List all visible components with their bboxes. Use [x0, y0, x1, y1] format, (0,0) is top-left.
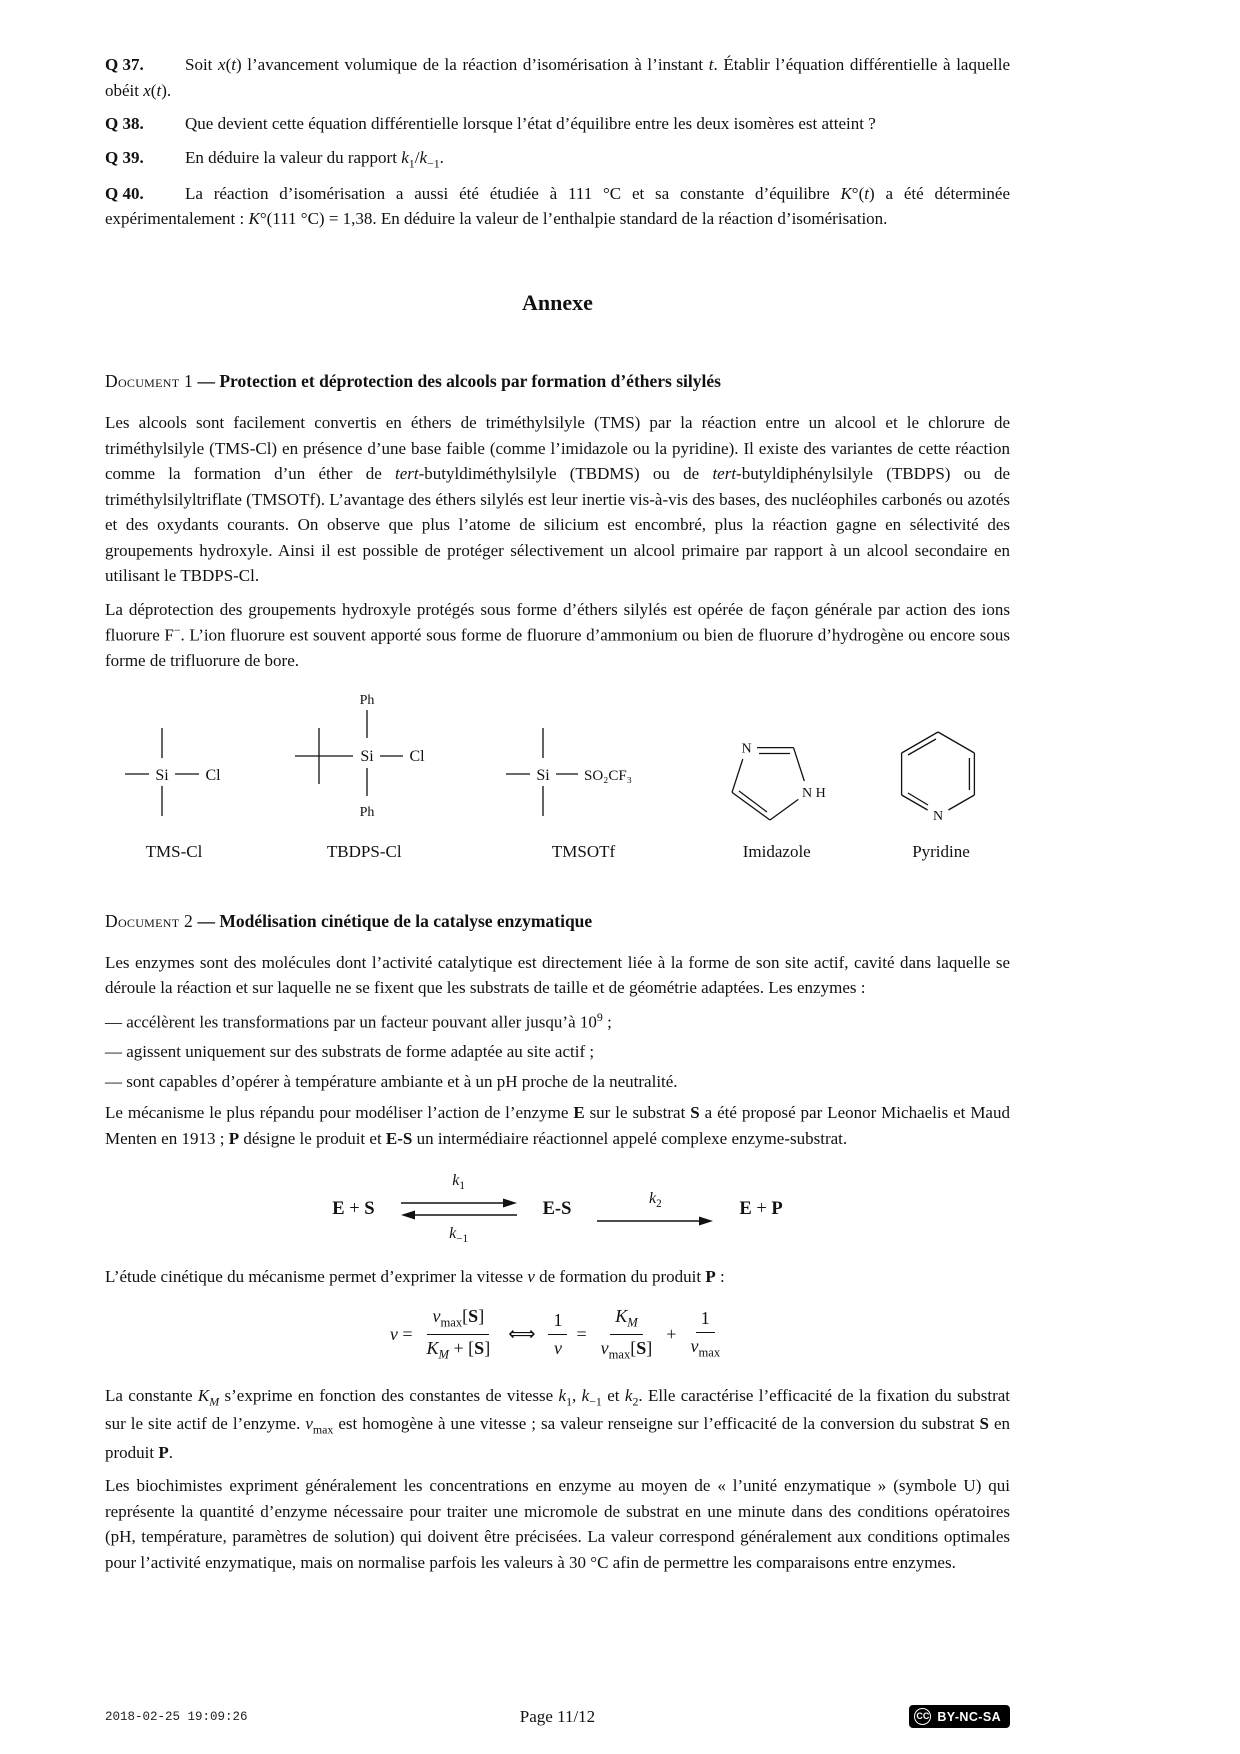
triflate-group-label: SO₂CF₃: [583, 767, 632, 784]
question-label: Q 38.: [105, 114, 144, 133]
question-text: Que devient cette équation différentielle lorsque l’état d’équilibre entre les deux isomères est atteint ?: [185, 114, 876, 133]
mechanism-paragraph: Le mécanisme le plus répandu pour modéliser l’action de l’enzyme E sur le substrat S a été proposé par Leonor Michaelis et Maud Menten en 1913 ; P désigne le produit et E-S un intermédiaire réactionnel appelé complexe enzyme-substrat.: [105, 1103, 1010, 1148]
chemical-structures-row: [119, 690, 996, 862]
fraction: $\frac{v_{max}[S]}{K_M + [S]}$: [426, 1306, 491, 1362]
heading-dash: —: [197, 370, 215, 391]
pyridine-structure-drawing: [886, 720, 996, 826]
document-1-label: Document 1: [105, 370, 194, 391]
heading-dash: —: [197, 910, 215, 931]
cc-icon: CC: [914, 1708, 931, 1725]
species-e-plus-p: E + P: [739, 1198, 783, 1219]
fraction: $\frac{1}{v}$: [548, 1309, 567, 1359]
question-label: Q 37.: [105, 55, 144, 74]
enzyme-property-item: — sont capables d’opérer à température ambiante et à un pH proche de la neutralité.: [105, 1071, 678, 1091]
si-atom-label: Si: [360, 747, 374, 765]
document-1-section: [105, 368, 1010, 862]
document-2-heading: [105, 908, 1010, 934]
license-badge: [909, 1705, 1010, 1728]
equals-sign: =: [576, 1323, 587, 1344]
structure-label: Imidazole: [742, 841, 811, 861]
tmsotf-structure-drawing: [500, 722, 668, 826]
ph-bottom-label: Ph: [359, 804, 375, 820]
reaction-scheme: [105, 1173, 1010, 1246]
k1-rate-label: $k_1$: [452, 1172, 465, 1193]
cl-atom-label: Cl: [409, 747, 425, 765]
iff-arrow-icon: ⟺: [508, 1323, 536, 1346]
enzyme-property-item: — agissent uniquement sur des substrats de forme adaptée au site actif ;: [105, 1042, 595, 1062]
k2-rate-label: $k_2$: [649, 1190, 662, 1211]
doc1-paragraph-deprotection: La déprotection des groupements hydroxyle protégés sous forme d’éthers silylés est opérée de façon générale par action des ions fluorure F−. L’ion fluorure est souvent apporté sous forme de fluorure d’ammonium ou bien de fluorure d’hydrogène ou encore sous forme de trifluorure de bore.: [105, 599, 1010, 671]
km-constant-paragraph: La constante $K_M$ s’exprime en fonction des constantes de vitesse $k_1$, $k_{-1}$ et $k_2$. Elle caractérise l’efficacité de la fixation du substrat sur le site actif de l’enzyme. $v_{max}$ est homogène à une vitesse ; sa valeur renseigne sur l’efficacité de la conversion du substrat S en produit P.: [105, 1386, 1011, 1462]
structure-label: TBDPS-Cl: [326, 841, 402, 861]
tbdps-cl-structure: [279, 690, 449, 862]
structure-label: TMSOTf: [551, 841, 616, 861]
enzyme-property-item: — accélèrent les transformations par un facteur pouvant aller jusqu’à $10^9$ ;: [105, 1009, 612, 1032]
rate-intro-paragraph: L’étude cinétique du mécanisme permet d’exprimer la vitesse v de formation du produit P :: [105, 1266, 725, 1286]
si-atom-label: Si: [155, 766, 169, 784]
document-2-label: Document 2: [105, 910, 194, 931]
imidazole-structure: [718, 726, 836, 862]
species-es-complex: E-S: [542, 1198, 572, 1219]
question-text: Soit x(t) l’avancement volumique de la réaction d’isomérisation à l’instant t. Établir l’équation différentielle à laquelle obéit x(t).: [105, 55, 1010, 100]
arrow-right-icon: [595, 1214, 715, 1228]
structure-label: Pyridine: [912, 841, 970, 861]
k-minus-1-rate-label: $k_{-1}$: [449, 1225, 469, 1246]
imidazole-n-label: N: [741, 741, 752, 757]
question-text: En déduire la valeur du rapport $k_1/k_{-1}$.: [185, 147, 444, 170]
fraction: $\frac{1}{v_{max}}$: [690, 1308, 721, 1360]
fraction: $\frac{K_M}{v_{max}[S]}$: [600, 1306, 653, 1362]
enzyme-unit-paragraph: Les biochimistes expriment généralement les concentrations en enzyme au moyen de « l’unité enzymatique » (symbole U) qui représente la quantité d’enzyme nécessaire pour traiter une micromole de substrat en une minute dans des conditions opératoires (pH, température, paramètres de solution) qui doivent être précisées. La valeur correspond généralement aux conditions optimales pour l’activité enzymatique, mais on normalise parfois les valeurs à 30 °C afin de permettre les comparaisons entre enzymes.: [105, 1476, 1010, 1572]
forward-arrow: [595, 1191, 715, 1227]
tbdps-cl-structure-drawing: [279, 690, 449, 826]
annexe-title: Annexe: [522, 289, 593, 315]
formula-lhs: v =: [389, 1323, 413, 1344]
document-2-title: Modélisation cinétique de la catalyse enzymatique: [219, 910, 593, 931]
pyridine-structure: [886, 720, 996, 862]
michaelis-menten-formula: [105, 1305, 1010, 1363]
structure-label: TMS-Cl: [145, 841, 203, 861]
footer-page-label: Page 11/12: [519, 1706, 596, 1726]
imidazole-structure-drawing: [718, 726, 836, 826]
equilibrium-arrows-icon: [399, 1195, 519, 1223]
footer-timestamp: 2018-02-25 19:09:26: [105, 1709, 248, 1724]
ph-top-label: Ph: [359, 692, 375, 708]
cl-atom-label: Cl: [205, 766, 221, 784]
question-label: Q 40.: [105, 183, 144, 203]
pyridine-n-label: N: [932, 808, 944, 824]
question-text: La réaction d’isomérisation a aussi été étudiée à 111 °C et sa constante d’équilibre K°(t) a été déterminée expérimentalement : K°(111 °C) = 1,38. En déduire la valeur de l’enthalpie standard de la réaction d’isomérisation.: [105, 183, 1010, 229]
page-footer: [105, 1705, 1010, 1728]
question-38: [105, 111, 1010, 137]
questions-section: [105, 52, 1010, 232]
tms-cl-structure-drawing: [119, 722, 229, 826]
plus-sign: +: [666, 1323, 677, 1344]
question-40: [105, 181, 1010, 232]
question-label: Q 39.: [105, 147, 144, 167]
equilibrium-arrows: [399, 1173, 519, 1246]
question-37: [105, 52, 1010, 103]
doc1-paragraph-silyl-ethers: Les alcools sont facilement convertis en éthers de triméthylsilyle (TMS) par la réaction entre un alcool et le chlorure de triméthylsilyle (TMS-Cl) en présence d’une base faible (comme l’imidazole ou la pyridine). Il existe des variantes de cette réaction comme la formation d’un éther de tert-butyldiméthylsilyle (TBDMS) ou de tert-butyldiphénylsilyle (TBDPS) ou de triméthylsilyltriflate (TMSOTf). L’avantage des éthers silylés est leur inertie vis-à-vis des bases, des nucléophiles carbonés ou azotés et des oxydants courants. On observe que plus l’atome de silicium est encombré, plus la réaction gagne en sélectivité des groupements hydroxyle. Ainsi il est possible de protéger sélectivement un alcool primaire par rapport à un alcool secondaire en utilisant le TBDPS-Cl.: [105, 413, 1010, 585]
document-1-title: Protection et déprotection des alcools par formation d’éthers silylés: [219, 370, 721, 391]
tms-cl-structure: [119, 722, 229, 862]
si-atom-label: Si: [535, 766, 550, 784]
species-e-plus-s: E + S: [332, 1198, 375, 1219]
document-1-heading: [105, 368, 1010, 394]
doc2-intro-paragraph: Les enzymes sont des molécules dont l’activité catalytique est directement liée à la forme de son site actif, cavité dans laquelle se déroule la réaction et sur laquelle ne se fixent que les substrats de taille et de géométrie adaptées. Les enzymes :: [105, 952, 1010, 998]
license-label: BY-NC-SA: [937, 1709, 1001, 1724]
imidazole-nh-label: N H: [801, 785, 826, 801]
question-39: [105, 145, 1010, 173]
document-2-section: [105, 908, 1010, 1575]
tmsotf-structure: [500, 722, 668, 862]
